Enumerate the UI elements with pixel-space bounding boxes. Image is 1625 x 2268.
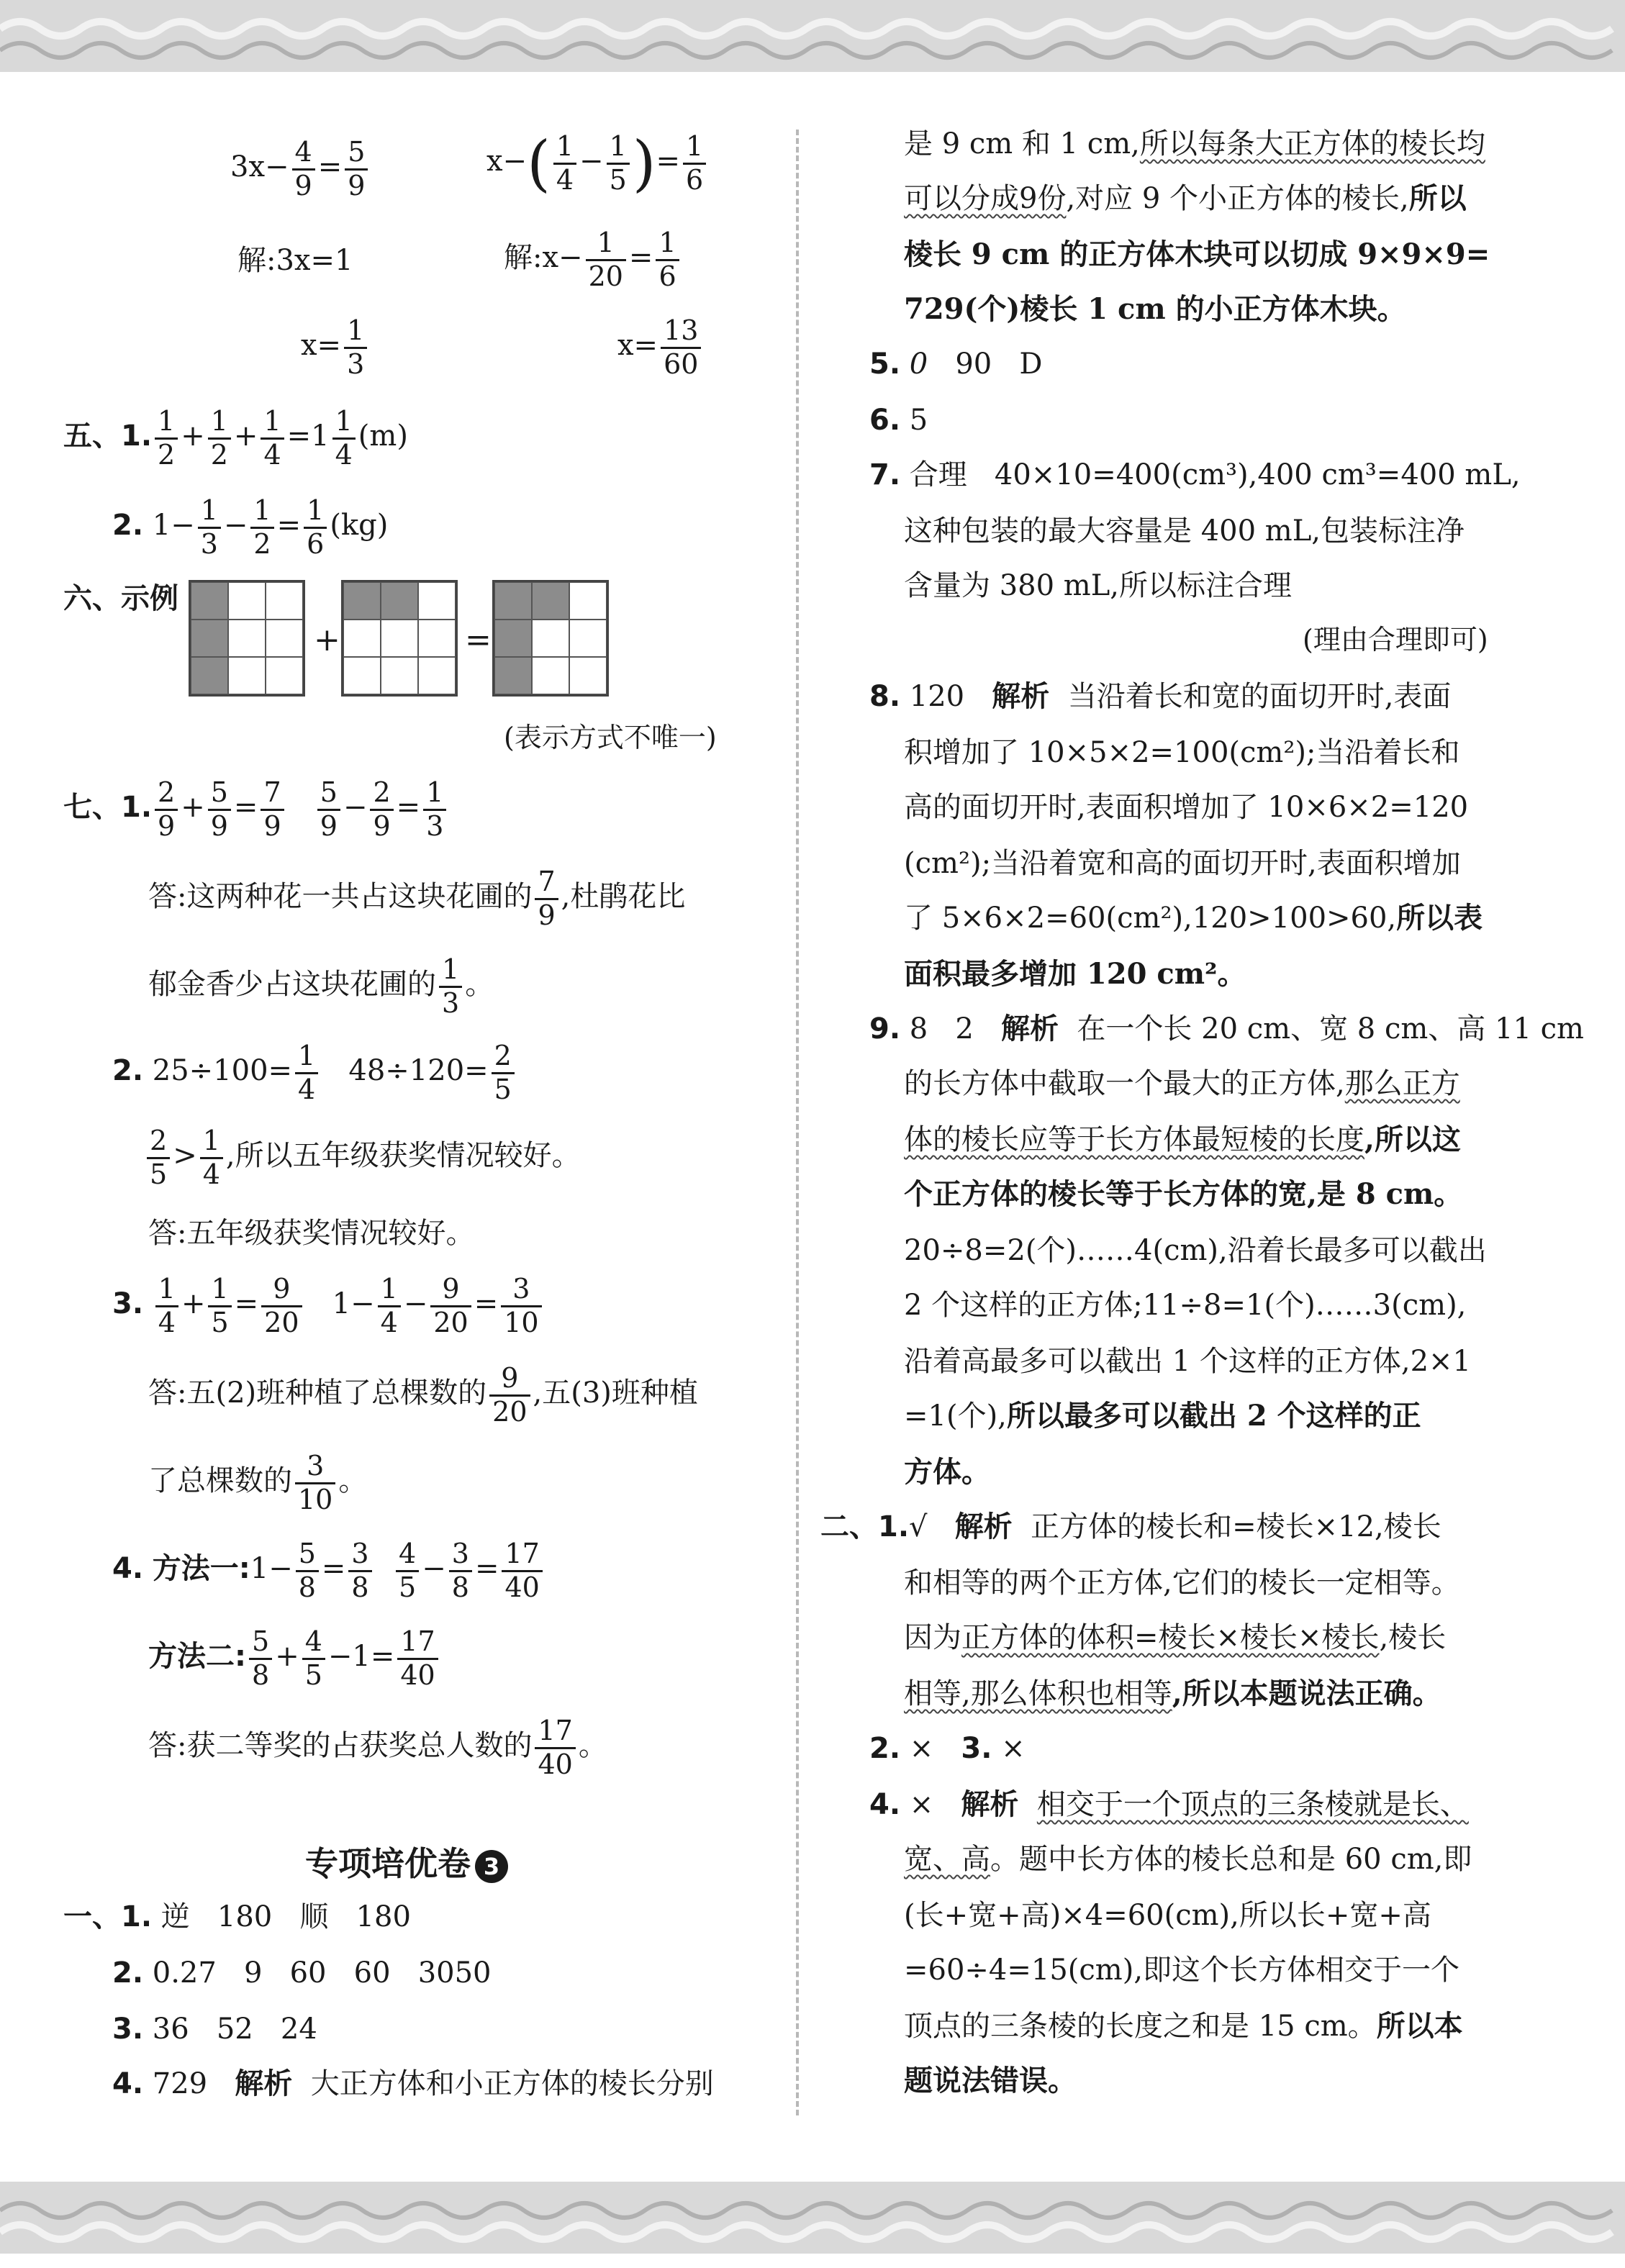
plus-sign: +: [314, 622, 340, 658]
s2-q1-line3: 因为正方体的体积=棱长×棱长×棱长,棱长: [904, 1621, 1447, 1654]
answer-7-1-line2: 郁金香少占这块花圃的 $\frac{1}{3}$ 。: [148, 953, 494, 1019]
section-7-q3: 3. $\frac{1}{4}$ + $\frac{1}{5}$ = $\frac{9}{20}$ 1− $\frac{1}{4}$ − $\frac{9}{20}$ = $\frac{3}{10}$: [112, 1274, 545, 1338]
r-line2: 可以分成9份,对应 9 个小正方体的棱长,所以: [904, 181, 1467, 215]
section-7-q4-method2: 方法二: $\frac{5}{8}$ + $\frac{4}{5}$ −1= $\frac{17}{40}$: [148, 1626, 441, 1691]
q9-line2: 的长方体中截取一个最大的正方体,那么正方: [904, 1067, 1460, 1100]
title-number-badge: 3: [475, 1850, 508, 1883]
section-6-note: (表示方式不唯一): [504, 722, 717, 753]
answer-7-4: 答:获二等奖的占获奖总人数的 $\frac{17}{40}$ 。: [148, 1715, 607, 1780]
equation-2b: 解:x− $\frac{1}{20}$ = $\frac{1}{6}$: [504, 227, 682, 292]
section-7-q1: 七、1. $\frac{2}{9}$ + $\frac{5}{9}$ = $\frac{7}{9}$ $\frac{5}{9}$ − $\frac{2}{9}$ = $\frac{1}{3}$: [63, 777, 449, 842]
column-divider: [796, 130, 799, 2115]
part1-q1: 一、1. 逆 180 顺 180: [63, 1900, 411, 1933]
s2-q1-line2: 和相等的两个正方体,它们的棱长一定相等。: [904, 1566, 1460, 1600]
q9-line4: 个正方体的棱长等于长方体的宽,是 8 cm。: [904, 1177, 1463, 1211]
r-line4: 729(个)棱长 1 cm 的小正方体木块。: [904, 292, 1406, 326]
part1-q4: 4. 729 解析 大正方体和小正方体的棱长分别: [112, 2067, 714, 2100]
part1-q3: 3. 36 52 24: [112, 2013, 317, 2046]
q6: 6. 5: [869, 404, 928, 437]
equation-3a: x= $\frac{1}{3}$: [301, 315, 370, 380]
q9-line7: 沿着高最多可以截出 1 个这样的正方体,2×1: [904, 1345, 1472, 1378]
answer-7-1-line1: 答:这两种花一共占这块花圃的 $\frac{7}{9}$ ,杜鹃花比: [148, 866, 686, 931]
q9-line5: 20÷8=2(个)……4(cm),沿着长最多可以截出: [904, 1234, 1487, 1267]
r-line3: 棱长 9 cm 的正方体木块可以切成 9×9×9=: [904, 237, 1490, 271]
section-title: 专项培优卷 3: [305, 1838, 508, 1885]
section-5-q1: 五、1. $\frac{1}{2}$ + $\frac{1}{2}$ + $\frac{1}{4}$ =1 $\frac{1}{4}$ (m): [63, 405, 408, 471]
q8-line3: 高的面切开时,表面积增加了 10×6×2=120: [904, 791, 1469, 824]
s2-q2-q3: 2. × 3. ×: [869, 1732, 1026, 1765]
s2-q1-line4: 相等,那么体积也相等,所以本题说法正确。: [904, 1677, 1441, 1710]
equation-3b: x= $\frac{13}{60}$: [617, 315, 704, 380]
answer-7-3-line2: 了总棵数的 $\frac{3}{10}$ 。: [148, 1450, 368, 1515]
q9-line3: 体的棱长应等于长方体最短棱的长度,所以这: [904, 1122, 1461, 1156]
s2-q4-line1: 4. × 解析 相交于一个顶点的三条棱就是长、: [869, 1788, 1469, 1821]
q8-line4: (cm²);当沿着宽和高的面切开时,表面积增加: [904, 847, 1461, 880]
q8-line1: 8. 120 解析 当沿着长和宽的面切开时,表面: [869, 680, 1452, 713]
answer-7-2: 答:五年级获奖情况较好。: [148, 1217, 475, 1250]
grid-figure-2: [341, 580, 458, 697]
section-6-label: 六、示例: [63, 582, 178, 615]
q8-line5: 了 5×6×2=60(cm²),120>100>60,所以表: [904, 901, 1483, 935]
s2-q4-line4: =60÷4=15(cm),即这个长方体相交于一个: [904, 1954, 1460, 1987]
part1-q2: 2. 0.27 9 60 60 3050: [112, 1956, 492, 1990]
q7-note: (理由合理即可): [1303, 624, 1488, 656]
q8-line6: 面积最多增加 120 cm²。: [904, 957, 1246, 991]
q8-line2: 积增加了 10×5×2=100(cm²);当沿着长和: [904, 736, 1460, 769]
s2-q4-line3: (长+宽+高)×4=60(cm),所以长+宽+高: [904, 1899, 1431, 1932]
q9-line9: 方体。: [904, 1455, 990, 1489]
s2-q4-line5: 顶点的三条棱的长度之和是 15 cm。所以本: [904, 2009, 1463, 2043]
footer-wave-band: [0, 2182, 1625, 2254]
equation-2a: 解:3x=1: [237, 244, 353, 277]
grid-figure-3: [492, 580, 609, 697]
q9-line6: 2 个这样的正方体;11÷8=1(个)……3(cm),: [904, 1289, 1467, 1322]
q7-line3: 含量为 380 mL,所以标注合理: [904, 569, 1292, 602]
q7-line2: 这种包装的最大容量是 400 mL,包装标注净: [904, 514, 1465, 548]
section-7-q4-method1: 4. 方法一:1− $\frac{5}{8}$ = $\frac{3}{8}$ $\frac{4}{5}$ − $\frac{3}{8}$ = $\frac{17}{40}$: [112, 1538, 546, 1603]
q9-line1: 9. 8 2 解析 在一个长 20 cm、宽 8 cm、高 11 cm: [869, 1012, 1584, 1045]
q5: 5. 0 90 D: [869, 348, 1043, 381]
equation-1a: 3x− $\frac{4}{9}$ = $\frac{5}{9}$: [230, 137, 371, 201]
grid-figure-1: [189, 580, 305, 697]
header-wave-band: [0, 0, 1625, 72]
equation-1b: x−( $\frac{1}{4}$ − $\frac{1}{5}$ )= $\frac{1}{6}$: [486, 131, 709, 196]
q9-line8: =1(个),所以最多可以截出 2 个这样的正: [904, 1399, 1421, 1433]
s2-q4-line6: 题说法错误。: [904, 2064, 1077, 2097]
q7-line1: 7. 合理 40×10=400(cm³),400 cm³=400 mL,: [869, 458, 1521, 491]
s2-q4-line2: 宽、高。题中长方体的棱长总和是 60 cm,即: [904, 1843, 1472, 1876]
section-5-q2: 2. 1− $\frac{1}{3}$ − $\frac{1}{2}$ = $\frac{1}{6}$ (kg): [112, 494, 389, 560]
r-line1: 是 9 cm 和 1 cm,所以每条大正方体的棱长均: [904, 127, 1485, 160]
section-7-q2: 2. 25÷100= $\frac{1}{4}$ 48÷120= $\frac{2}{5}$: [112, 1040, 517, 1105]
equals-sign: =: [465, 622, 492, 658]
s2-q1-line1: 二、1.√ 解析 正方体的棱长和=棱长×12,棱长: [820, 1510, 1441, 1543]
compare-7-2: $\frac{2}{5}$ > $\frac{1}{4}$ ,所以五年级获奖情况较好。: [144, 1125, 581, 1190]
answer-7-3-line1: 答:五(2)班种植了总棵数的 $\frac{9}{20}$ ,五(3)班种植: [148, 1362, 698, 1428]
